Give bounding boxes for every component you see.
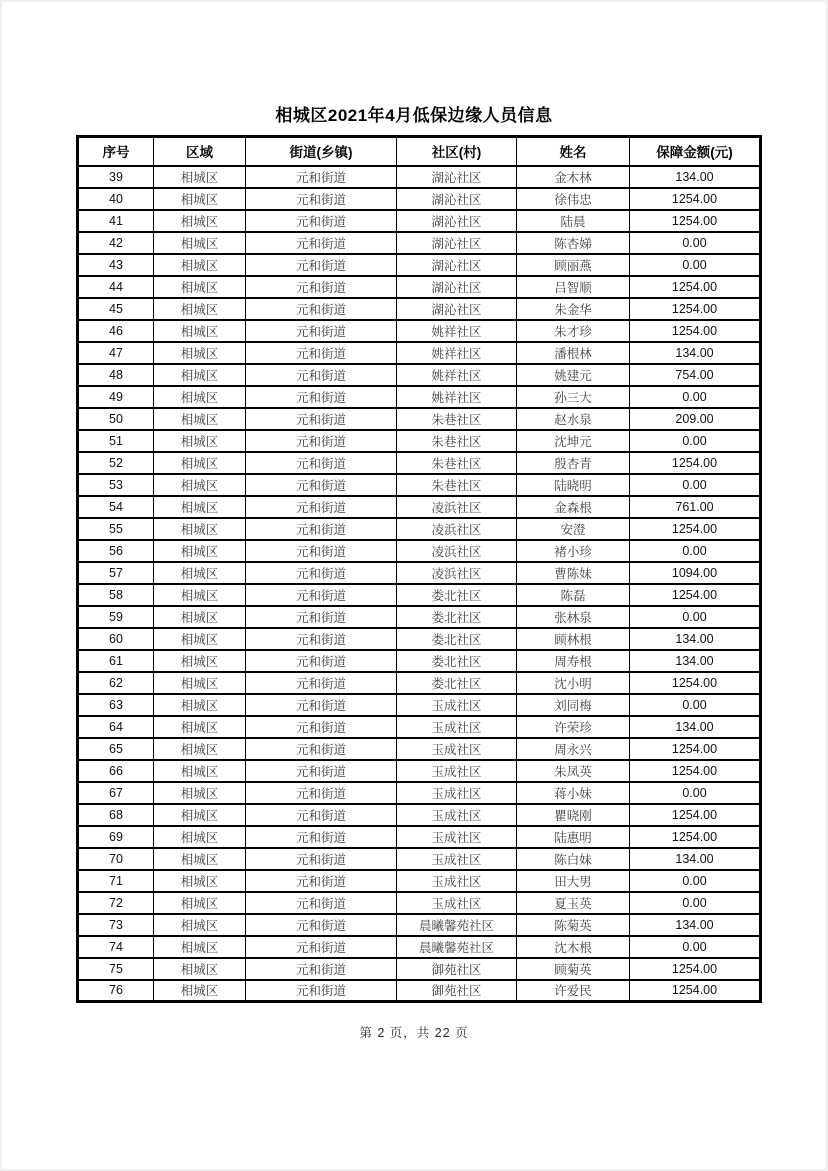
cell-community: 玉成社区 <box>397 760 517 782</box>
cell-index: 71 <box>78 870 154 892</box>
table-row <box>78 430 761 452</box>
cell-street: 元和街道 <box>246 650 397 672</box>
cell-name: 周永兴 <box>517 738 630 760</box>
cell-index: 65 <box>78 738 154 760</box>
cell-index: 74 <box>78 936 154 958</box>
cell-amount: 1254.00 <box>630 804 761 826</box>
cell-region: 相城区 <box>154 672 246 694</box>
cell-amount: 134.00 <box>630 914 761 936</box>
cell-amount: 1254.00 <box>630 826 761 848</box>
table-row <box>78 848 761 870</box>
cell-name: 顾林根 <box>517 628 630 650</box>
cell-street: 元和街道 <box>246 804 397 826</box>
cell-street: 元和街道 <box>246 936 397 958</box>
table-row <box>78 584 761 606</box>
cell-community: 湖沁社区 <box>397 276 517 298</box>
cell-region: 相城区 <box>154 694 246 716</box>
cell-name: 朱才珍 <box>517 320 630 342</box>
cell-community: 玉成社区 <box>397 804 517 826</box>
cell-community: 姚祥社区 <box>397 320 517 342</box>
cell-name: 刘同梅 <box>517 694 630 716</box>
cell-street: 元和街道 <box>246 782 397 804</box>
cell-name: 褚小珍 <box>517 540 630 562</box>
cell-name: 曹陈妹 <box>517 562 630 584</box>
cell-index: 68 <box>78 804 154 826</box>
table-row <box>78 210 761 232</box>
cell-street: 元和街道 <box>246 826 397 848</box>
page-title: 相城区2021年4月低保边缘人员信息 <box>275 106 553 125</box>
cell-region: 相城区 <box>154 760 246 782</box>
cell-region: 相城区 <box>154 738 246 760</box>
cell-amount: 1254.00 <box>630 276 761 298</box>
cell-amount: 0.00 <box>630 782 761 804</box>
cell-name: 陆晨 <box>517 210 630 232</box>
table-row <box>78 650 761 672</box>
table-row <box>78 254 761 276</box>
cell-index: 52 <box>78 452 154 474</box>
table-row <box>78 628 761 650</box>
cell-street: 元和街道 <box>246 958 397 980</box>
cell-region: 相城区 <box>154 606 246 628</box>
cell-index: 46 <box>78 320 154 342</box>
cell-street: 元和街道 <box>246 474 397 496</box>
table-row <box>78 694 761 716</box>
cell-index: 43 <box>78 254 154 276</box>
cell-index: 53 <box>78 474 154 496</box>
cell-community: 湖沁社区 <box>397 298 517 320</box>
cell-community: 朱巷社区 <box>397 430 517 452</box>
cell-street: 元和街道 <box>246 672 397 694</box>
cell-name: 陈菊英 <box>517 914 630 936</box>
cell-index: 50 <box>78 408 154 430</box>
cell-community: 姚祥社区 <box>397 386 517 408</box>
cell-name: 瞿晓刚 <box>517 804 630 826</box>
cell-index: 63 <box>78 694 154 716</box>
cell-community: 娄北社区 <box>397 628 517 650</box>
cell-amount: 0.00 <box>630 430 761 452</box>
cell-street: 元和街道 <box>246 408 397 430</box>
cell-street: 元和街道 <box>246 892 397 914</box>
cell-name: 夏玉英 <box>517 892 630 914</box>
cell-index: 69 <box>78 826 154 848</box>
cell-amount: 0.00 <box>630 540 761 562</box>
cell-region: 相城区 <box>154 980 246 1002</box>
cell-amount: 1254.00 <box>630 298 761 320</box>
cell-index: 64 <box>78 716 154 738</box>
cell-index: 48 <box>78 364 154 386</box>
table-row <box>78 166 761 188</box>
cell-region: 相城区 <box>154 408 246 430</box>
cell-community: 娄北社区 <box>397 650 517 672</box>
cell-region: 相城区 <box>154 650 246 672</box>
table-row <box>78 408 761 430</box>
cell-street: 元和街道 <box>246 980 397 1002</box>
table-row <box>78 936 761 958</box>
table-row <box>78 804 761 826</box>
cell-name: 朱金华 <box>517 298 630 320</box>
cell-amount: 0.00 <box>630 870 761 892</box>
cell-street: 元和街道 <box>246 760 397 782</box>
cell-name: 陈杏娣 <box>517 232 630 254</box>
cell-index: 55 <box>78 518 154 540</box>
cell-amount: 134.00 <box>630 342 761 364</box>
cell-region: 相城区 <box>154 848 246 870</box>
cell-name: 沈木根 <box>517 936 630 958</box>
cell-amount: 0.00 <box>630 936 761 958</box>
cell-index: 73 <box>78 914 154 936</box>
cell-amount: 1254.00 <box>630 518 761 540</box>
cell-street: 元和街道 <box>246 320 397 342</box>
cell-amount: 761.00 <box>630 496 761 518</box>
cell-index: 51 <box>78 430 154 452</box>
cell-region: 相城区 <box>154 870 246 892</box>
cell-index: 58 <box>78 584 154 606</box>
cell-street: 元和街道 <box>246 606 397 628</box>
table-row <box>78 364 761 386</box>
cell-region: 相城区 <box>154 584 246 606</box>
cell-amount: 0.00 <box>630 892 761 914</box>
column-header-street: 街道(乡镇) <box>246 137 397 166</box>
table-row <box>78 980 761 1002</box>
cell-street: 元和街道 <box>246 848 397 870</box>
cell-name: 殷杏青 <box>517 452 630 474</box>
cell-region: 相城区 <box>154 496 246 518</box>
cell-region: 相城区 <box>154 518 246 540</box>
cell-name: 潘根林 <box>517 342 630 364</box>
cell-region: 相城区 <box>154 540 246 562</box>
cell-region: 相城区 <box>154 166 246 188</box>
cell-community: 晨曦馨苑社区 <box>397 914 517 936</box>
table-row <box>78 870 761 892</box>
cell-name: 周寿根 <box>517 650 630 672</box>
cell-index: 57 <box>78 562 154 584</box>
cell-amount: 1254.00 <box>630 452 761 474</box>
cell-amount: 1094.00 <box>630 562 761 584</box>
column-header-community: 社区(村) <box>397 137 517 166</box>
table-row <box>78 452 761 474</box>
cell-region: 相城区 <box>154 452 246 474</box>
cell-region: 相城区 <box>154 210 246 232</box>
cell-community: 姚祥社区 <box>397 364 517 386</box>
cell-name: 陆晓明 <box>517 474 630 496</box>
cell-index: 62 <box>78 672 154 694</box>
cell-region: 相城区 <box>154 386 246 408</box>
cell-street: 元和街道 <box>246 562 397 584</box>
table-row <box>78 738 761 760</box>
cell-index: 76 <box>78 980 154 1002</box>
cell-region: 相城区 <box>154 254 246 276</box>
cell-index: 67 <box>78 782 154 804</box>
cell-name: 姚建元 <box>517 364 630 386</box>
cell-region: 相城区 <box>154 342 246 364</box>
cell-name: 徐伟忠 <box>517 188 630 210</box>
cell-name: 顾菊英 <box>517 958 630 980</box>
cell-community: 凌浜社区 <box>397 540 517 562</box>
cell-street: 元和街道 <box>246 232 397 254</box>
cell-street: 元和街道 <box>246 298 397 320</box>
table-row <box>78 540 761 562</box>
cell-amount: 1254.00 <box>630 320 761 342</box>
cell-index: 60 <box>78 628 154 650</box>
cell-amount: 134.00 <box>630 848 761 870</box>
cell-region: 相城区 <box>154 188 246 210</box>
cell-community: 湖沁社区 <box>397 232 517 254</box>
cell-index: 49 <box>78 386 154 408</box>
cell-name: 许荣珍 <box>517 716 630 738</box>
table-row <box>78 760 761 782</box>
cell-community: 湖沁社区 <box>397 188 517 210</box>
cell-amount: 1254.00 <box>630 672 761 694</box>
cell-region: 相城区 <box>154 782 246 804</box>
cell-street: 元和街道 <box>246 166 397 188</box>
cell-community: 姚祥社区 <box>397 342 517 364</box>
cell-community: 朱巷社区 <box>397 452 517 474</box>
cell-street: 元和街道 <box>246 628 397 650</box>
cell-region: 相城区 <box>154 364 246 386</box>
cell-name: 沈小明 <box>517 672 630 694</box>
cell-street: 元和街道 <box>246 364 397 386</box>
cell-community: 玉成社区 <box>397 826 517 848</box>
cell-index: 61 <box>78 650 154 672</box>
cell-amount: 1254.00 <box>630 958 761 980</box>
cell-name: 陆惠明 <box>517 826 630 848</box>
cell-community: 玉成社区 <box>397 716 517 738</box>
cell-index: 72 <box>78 892 154 914</box>
cell-name: 孙三大 <box>517 386 630 408</box>
table-body <box>78 166 761 1002</box>
cell-street: 元和街道 <box>246 254 397 276</box>
cell-index: 41 <box>78 210 154 232</box>
cell-name: 安澄 <box>517 518 630 540</box>
cell-region: 相城区 <box>154 430 246 452</box>
cell-community: 玉成社区 <box>397 738 517 760</box>
cell-amount: 134.00 <box>630 716 761 738</box>
benefits-table <box>76 135 762 1003</box>
cell-name: 张林泉 <box>517 606 630 628</box>
cell-amount: 134.00 <box>630 650 761 672</box>
cell-street: 元和街道 <box>246 210 397 232</box>
cell-region: 相城区 <box>154 958 246 980</box>
cell-region: 相城区 <box>154 892 246 914</box>
header-row <box>78 137 761 166</box>
cell-index: 45 <box>78 298 154 320</box>
cell-name: 蒋小妹 <box>517 782 630 804</box>
cell-amount: 209.00 <box>630 408 761 430</box>
cell-index: 56 <box>78 540 154 562</box>
cell-region: 相城区 <box>154 716 246 738</box>
table-row <box>78 892 761 914</box>
cell-amount: 0.00 <box>630 694 761 716</box>
cell-community: 御苑社区 <box>397 958 517 980</box>
cell-index: 40 <box>78 188 154 210</box>
cell-name: 金森根 <box>517 496 630 518</box>
column-header-index: 序号 <box>78 137 154 166</box>
cell-community: 凌浜社区 <box>397 496 517 518</box>
cell-community: 御苑社区 <box>397 980 517 1002</box>
cell-community: 晨曦馨苑社区 <box>397 936 517 958</box>
cell-street: 元和街道 <box>246 496 397 518</box>
cell-region: 相城区 <box>154 804 246 826</box>
table-row <box>78 496 761 518</box>
cell-region: 相城区 <box>154 298 246 320</box>
cell-index: 39 <box>78 166 154 188</box>
cell-street: 元和街道 <box>246 870 397 892</box>
table-row <box>78 562 761 584</box>
cell-name: 田大男 <box>517 870 630 892</box>
cell-index: 75 <box>78 958 154 980</box>
cell-community: 娄北社区 <box>397 584 517 606</box>
cell-amount: 1254.00 <box>630 584 761 606</box>
cell-index: 44 <box>78 276 154 298</box>
cell-community: 湖沁社区 <box>397 210 517 232</box>
cell-index: 42 <box>78 232 154 254</box>
table-row <box>78 716 761 738</box>
cell-amount: 1254.00 <box>630 760 761 782</box>
table-row <box>78 826 761 848</box>
cell-street: 元和街道 <box>246 188 397 210</box>
cell-amount: 0.00 <box>630 386 761 408</box>
cell-region: 相城区 <box>154 474 246 496</box>
cell-amount: 0.00 <box>630 606 761 628</box>
table-row <box>78 342 761 364</box>
cell-community: 玉成社区 <box>397 892 517 914</box>
table-row <box>78 188 761 210</box>
cell-community: 玉成社区 <box>397 870 517 892</box>
cell-community: 凌浜社区 <box>397 562 517 584</box>
cell-community: 娄北社区 <box>397 672 517 694</box>
cell-street: 元和街道 <box>246 342 397 364</box>
cell-community: 玉成社区 <box>397 782 517 804</box>
cell-community: 凌浜社区 <box>397 518 517 540</box>
cell-street: 元和街道 <box>246 716 397 738</box>
cell-name: 沈坤元 <box>517 430 630 452</box>
cell-community: 湖沁社区 <box>397 254 517 276</box>
table-row <box>78 672 761 694</box>
cell-amount: 0.00 <box>630 232 761 254</box>
page-number: 第 2 页，共 22 页 <box>359 1026 469 1040</box>
cell-amount: 0.00 <box>630 474 761 496</box>
cell-index: 47 <box>78 342 154 364</box>
cell-region: 相城区 <box>154 320 246 342</box>
cell-street: 元和街道 <box>246 430 397 452</box>
table-row <box>78 298 761 320</box>
cell-index: 70 <box>78 848 154 870</box>
cell-region: 相城区 <box>154 628 246 650</box>
table-row <box>78 518 761 540</box>
cell-region: 相城区 <box>154 562 246 584</box>
cell-name: 赵水泉 <box>517 408 630 430</box>
cell-index: 59 <box>78 606 154 628</box>
cell-street: 元和街道 <box>246 518 397 540</box>
cell-amount: 1254.00 <box>630 188 761 210</box>
cell-street: 元和街道 <box>246 540 397 562</box>
cell-name: 顾丽燕 <box>517 254 630 276</box>
cell-amount: 134.00 <box>630 166 761 188</box>
cell-community: 娄北社区 <box>397 606 517 628</box>
cell-street: 元和街道 <box>246 386 397 408</box>
table-row <box>78 232 761 254</box>
column-header-region: 区域 <box>154 137 246 166</box>
cell-amount: 1254.00 <box>630 738 761 760</box>
cell-index: 66 <box>78 760 154 782</box>
table-row <box>78 276 761 298</box>
cell-amount: 134.00 <box>630 628 761 650</box>
cell-name: 吕智顺 <box>517 276 630 298</box>
table-row <box>78 914 761 936</box>
cell-amount: 1254.00 <box>630 210 761 232</box>
cell-region: 相城区 <box>154 914 246 936</box>
cell-amount: 1254.00 <box>630 980 761 1002</box>
cell-street: 元和街道 <box>246 694 397 716</box>
cell-region: 相城区 <box>154 276 246 298</box>
cell-name: 许爱民 <box>517 980 630 1002</box>
table-row <box>78 386 761 408</box>
cell-street: 元和街道 <box>246 738 397 760</box>
cell-name: 朱凤英 <box>517 760 630 782</box>
cell-street: 元和街道 <box>246 452 397 474</box>
cell-name: 陈白妹 <box>517 848 630 870</box>
cell-community: 玉成社区 <box>397 694 517 716</box>
cell-community: 朱巷社区 <box>397 474 517 496</box>
cell-region: 相城区 <box>154 936 246 958</box>
cell-street: 元和街道 <box>246 914 397 936</box>
table-row <box>78 320 761 342</box>
cell-region: 相城区 <box>154 232 246 254</box>
cell-index: 54 <box>78 496 154 518</box>
column-header-name: 姓名 <box>517 137 630 166</box>
table-row <box>78 474 761 496</box>
cell-region: 相城区 <box>154 826 246 848</box>
column-header-amount: 保障金额(元) <box>630 137 761 166</box>
cell-amount: 0.00 <box>630 254 761 276</box>
table-row <box>78 782 761 804</box>
cell-name: 陈磊 <box>517 584 630 606</box>
table-row <box>78 606 761 628</box>
cell-community: 朱巷社区 <box>397 408 517 430</box>
cell-amount: 754.00 <box>630 364 761 386</box>
cell-community: 玉成社区 <box>397 848 517 870</box>
cell-community: 湖沁社区 <box>397 166 517 188</box>
cell-street: 元和街道 <box>246 276 397 298</box>
cell-name: 金木林 <box>517 166 630 188</box>
cell-street: 元和街道 <box>246 584 397 606</box>
table-row <box>78 958 761 980</box>
